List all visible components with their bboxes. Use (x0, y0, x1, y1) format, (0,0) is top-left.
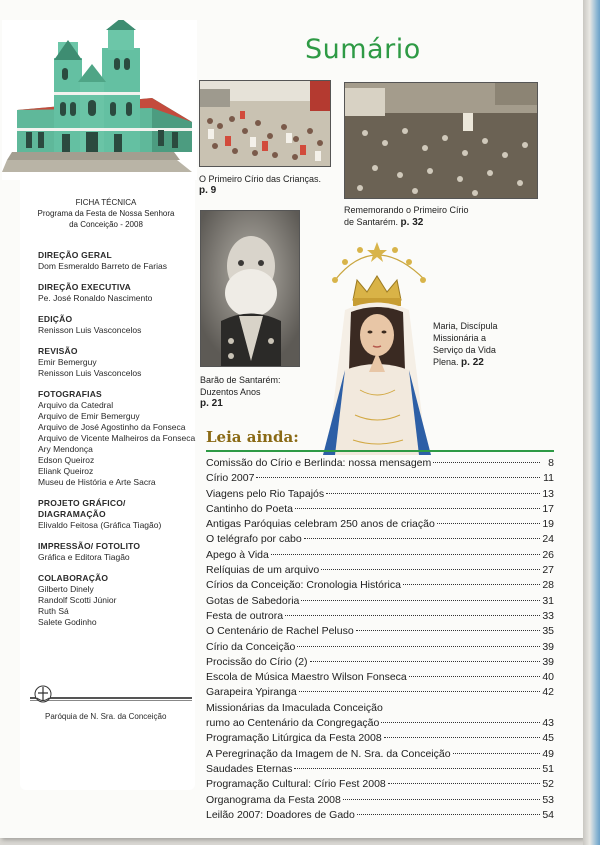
toc-title: Procissão do Círio (2) (206, 655, 308, 668)
toc-page: 40 (542, 671, 554, 684)
toc-page: 52 (542, 778, 554, 791)
credit-block (38, 573, 188, 628)
credit-line: Arquivo de José Agostinho da Fonseca (38, 422, 186, 432)
toc-entry[interactable] (206, 778, 554, 793)
toc-title: O Centenário de Rachel Peluso (206, 625, 354, 638)
toc-title: Viagens pelo Rio Tapajós (206, 487, 325, 500)
toc-page: 17 (542, 502, 554, 515)
photo-first-cirio (344, 82, 538, 199)
toc-title: rumo ao Centenário da Congregação (206, 717, 380, 730)
toc-entry[interactable] (206, 656, 554, 671)
toc-title: Programação Litúrgica da Festa 2008 (206, 732, 382, 745)
toc-page: 39 (542, 640, 554, 653)
credit-block (38, 250, 188, 272)
credit-line: Renisson Luis Vasconcelos (38, 325, 142, 335)
credit-block (38, 389, 196, 488)
photo-childrens-cirio (199, 80, 331, 167)
toc-title: Apego à Vida (206, 548, 269, 561)
credit-block (38, 498, 188, 531)
toc-page: 42 (542, 686, 554, 699)
parish-divider (30, 697, 192, 699)
credit-heading: IMPRESSÃO/ FOTOLITO (38, 541, 141, 551)
toc-entry[interactable] (206, 457, 554, 472)
toc-entry[interactable] (206, 641, 554, 656)
caption-page: p. 9 (199, 185, 217, 196)
toc-page: 27 (542, 564, 554, 577)
toc-page: 54 (542, 808, 554, 821)
toc-title: Missionárias da Imaculada Conceição (206, 701, 383, 714)
toc-page: 45 (542, 732, 554, 745)
toc-title: Escola de Música Maestro Wilson Fonseca (206, 671, 407, 684)
toc-entry[interactable] (206, 809, 554, 824)
caption-text: Maria, Discípula (433, 321, 498, 331)
toc-entry[interactable] (206, 732, 554, 747)
toc-page: 11 (543, 472, 554, 485)
caption-text: Rememorando o Primeiro Círio (344, 205, 469, 215)
toc-page: 28 (542, 579, 554, 592)
toc-title: Programação Cultural: Círio Fest 2008 (206, 778, 386, 791)
credit-line: Gráfica e Editora Tiagão (38, 552, 130, 562)
toc-page: 8 (548, 457, 554, 469)
toc-page: 53 (542, 793, 554, 806)
credit-block (38, 314, 188, 336)
toc-entry[interactable] (206, 748, 554, 763)
toc-title: Festa de outrora (206, 609, 284, 622)
caption-maria-discipula (433, 320, 523, 369)
credit-block (38, 541, 188, 563)
toc-entry[interactable] (206, 518, 554, 533)
toc-entry[interactable] (206, 625, 554, 640)
toc-page: 35 (542, 625, 554, 638)
credit-line: Salete Godinho (38, 617, 97, 627)
toc-entry[interactable] (206, 549, 554, 564)
credit-heading: EDIÇÃO (38, 314, 73, 324)
toc-page: 19 (542, 518, 554, 531)
toc-page: 43 (542, 717, 554, 730)
parish-emblem-icon (32, 682, 54, 706)
credit-line: Elivaldo Feitosa (Gráfica Tiagão) (38, 520, 162, 530)
credit-line: Emir Bemerguy (38, 357, 97, 367)
credit-line: Pe. José Ronaldo Nascimento (38, 293, 153, 303)
toc-entry[interactable] (206, 533, 554, 548)
ficha-subtitle: Programa da Festa de Nossa Senhora (37, 209, 175, 218)
toc-title: O telégrafo por cabo (206, 533, 302, 546)
toc-entry[interactable] (206, 671, 554, 686)
credit-heading: DIREÇÃO EXECUTIVA (38, 282, 131, 292)
toc-title: Gotas de Sabedoria (206, 594, 300, 607)
toc-entry[interactable] (206, 564, 554, 579)
table-of-contents (206, 457, 554, 824)
page-title: Sumário (305, 34, 421, 65)
credits-list (38, 250, 196, 638)
toc-title: Círio 2007 (206, 472, 255, 485)
leia-ainda-divider (206, 450, 554, 452)
page-edge (583, 0, 600, 845)
credit-block (38, 282, 188, 304)
toc-entry[interactable] (206, 503, 554, 518)
ficha-subtitle-year: da Conceição - 2008 (69, 220, 143, 229)
toc-page: 49 (542, 747, 554, 760)
parish-label: Paróquia de N. Sra. da Conceição (45, 712, 167, 721)
toc-page: 33 (542, 609, 554, 622)
toc-page: 24 (542, 533, 554, 546)
caption-childrens-cirio (199, 173, 339, 197)
toc-title: Antigas Paróquias celebram 250 anos de criação (206, 518, 435, 531)
credit-heading: REVISÃO (38, 346, 78, 356)
toc-page: 26 (542, 548, 554, 561)
caption-text: Barão de Santarém: (200, 375, 281, 385)
credit-line: Gilberto Dinely (38, 584, 94, 594)
credit-line: Edson Queiroz (38, 455, 95, 465)
toc-page: 13 (542, 487, 554, 500)
toc-title: Comissão do Círio e Berlinda: nossa mensagem (206, 457, 432, 469)
toc-entry[interactable] (206, 763, 554, 778)
credit-line: Ruth Sá (38, 606, 69, 616)
caption-text: Missionária a (433, 333, 487, 343)
caption-text: Duzentos Anos (200, 387, 261, 397)
toc-page: 31 (542, 594, 554, 607)
credit-line: Randolf Scotti Júnior (38, 595, 117, 605)
credit-heading: PROJETO GRÁFICO/ DIAGRAMAÇÃO (38, 498, 126, 519)
credit-line: Ary Mendonça (38, 444, 93, 454)
parish-divider-thin (30, 700, 192, 701)
ficha-tecnica (26, 197, 186, 230)
credit-heading: DIREÇÃO GERAL (38, 250, 112, 260)
toc-title: Cantinho do Poeta (206, 502, 293, 515)
toc-entry[interactable] (206, 488, 554, 503)
credit-line: Arquivo de Emir Bemerguy (38, 411, 140, 421)
toc-entry[interactable] (206, 595, 554, 610)
caption-page: p. 32 (400, 217, 424, 228)
caption-text: de Santarém. (344, 217, 399, 227)
caption-page: p. 21 (200, 398, 223, 409)
credit-heading: COLABORAÇÃO (38, 573, 109, 583)
credit-heading: FOTOGRAFIAS (38, 389, 102, 399)
toc-title: Relíquias de um arquivo (206, 564, 320, 577)
credit-line: Arquivo da Catedral (38, 400, 114, 410)
caption-text: O Primeiro Círio das Crianças. (199, 174, 322, 184)
toc-title: Organograma da Festa 2008 (206, 793, 341, 806)
toc-title: Círio da Conceição (206, 640, 296, 653)
toc-entry[interactable] (206, 686, 554, 701)
credit-line: Dom Esmeraldo Barreto de Farias (38, 261, 167, 271)
leia-ainda-heading: Leia ainda: (206, 428, 299, 446)
toc-entry[interactable] (206, 579, 554, 594)
caption-first-cirio (344, 204, 534, 229)
caption-text: Serviço da Vida (433, 345, 496, 355)
toc-entry[interactable] (206, 472, 554, 487)
toc-entry[interactable] (206, 610, 554, 625)
caption-text: Plena. (433, 357, 459, 367)
toc-title: Leilão 2007: Doadores de Gado (206, 808, 355, 821)
photo-barao-santarem (200, 210, 300, 367)
toc-title: Círios da Conceição: Cronologia Histórica (206, 579, 401, 592)
credit-line: Museu de História e Arte Sacra (38, 477, 156, 487)
ficha-title: FICHA TÉCNICA (75, 198, 137, 207)
toc-entry[interactable] (206, 702, 554, 733)
caption-page: p. 22 (461, 357, 484, 368)
toc-title: Saudades Eternas (206, 762, 293, 775)
toc-title: A Peregrinação da Imagem de N. Sra. da Conceição (206, 747, 451, 760)
toc-page: 39 (542, 655, 554, 668)
toc-entry[interactable] (206, 794, 554, 809)
caption-barao-santarem (200, 374, 300, 410)
credit-line: Eliank Queiroz (38, 466, 94, 476)
cathedral-illustration (2, 20, 197, 180)
credit-block (38, 346, 188, 379)
credit-line: Renisson Luis Vasconcelos (38, 368, 142, 378)
credit-line: Arquivo de Vicente Malheiros da Fonseca (38, 433, 196, 443)
toc-title: Garapeira Ypiranga (206, 686, 297, 699)
toc-page: 51 (542, 762, 554, 775)
